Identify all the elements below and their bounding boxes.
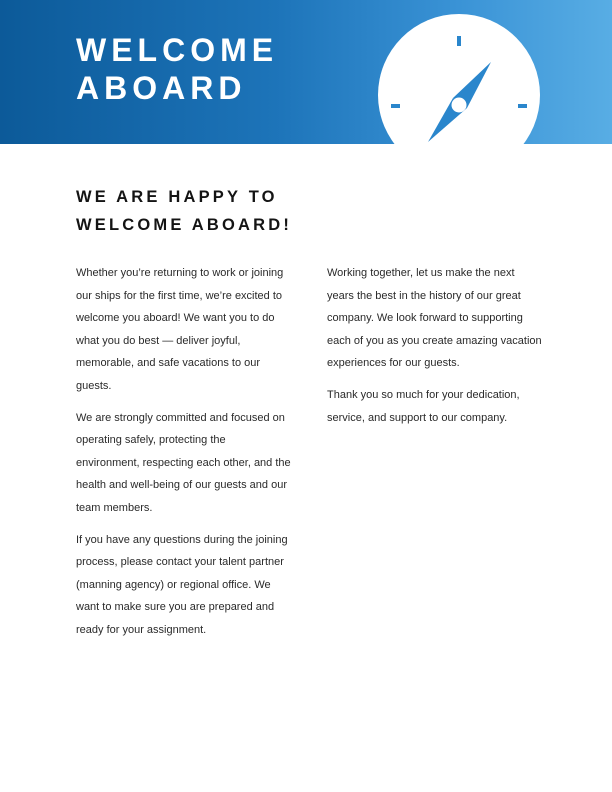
paragraph-welcome: Whether you’re returning to work or joining our ships for the first time, we’re excited to welcome you aboard! We want you to do what you do best — deliver joyful, memorable, and safe vacations to our guests. <box>76 267 284 392</box>
banner-title-line-2: ABOARD <box>76 70 247 106</box>
right-column <box>327 262 542 438</box>
page-heading <box>76 183 292 239</box>
heading-line-2: WELCOME ABOARD! <box>76 216 293 234</box>
header-banner <box>0 0 612 144</box>
banner-title <box>76 31 278 107</box>
heading-line-1: WE ARE HAPPY TO <box>76 188 278 206</box>
left-column <box>76 262 291 651</box>
paragraph-thank-you: Thank you so much for your dedication, service, and support to our company. <box>327 388 520 424</box>
paragraph-questions: If you have any questions during the joining process, please contact your talent partner (manning agency) or regional office. We want to make sure you are prepared and ready for your assignment. <box>76 533 288 636</box>
paragraph-working-together: Working together, let us make the next years the best in the history of our great company. We look forward to supporting each of you as you create amazing vacation experiences for our guests. <box>327 267 542 370</box>
banner-title-line-1: WELCOME <box>76 32 279 68</box>
paragraph-commitment: We are strongly committed and focused on operating safely, protecting the environment, respecting each other, and the health and well-being of our guests and our team members. <box>76 411 291 514</box>
compass-icon <box>378 14 540 144</box>
